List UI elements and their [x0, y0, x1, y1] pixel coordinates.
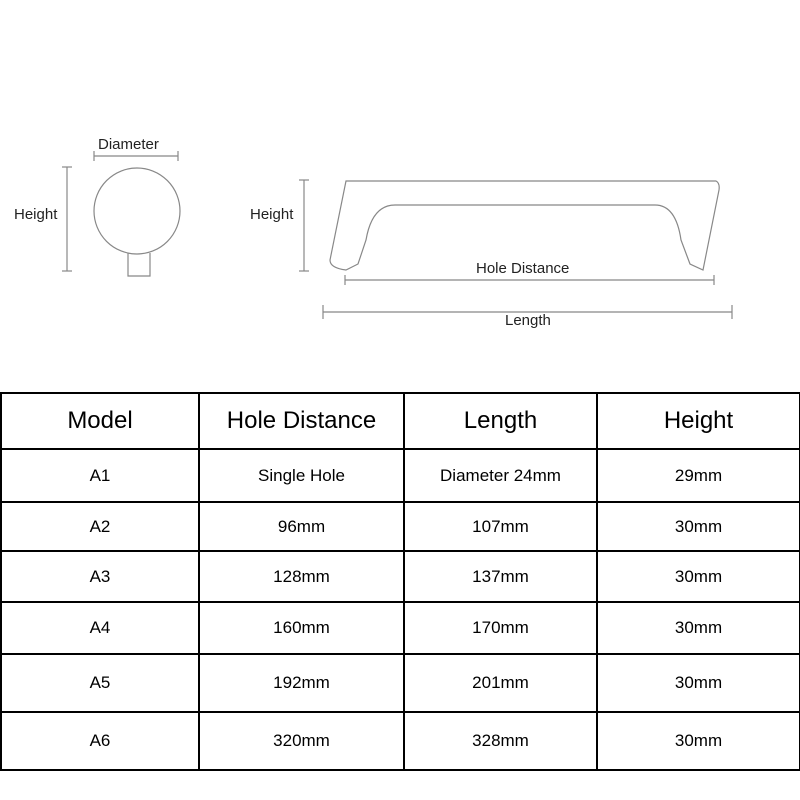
cell-length: 137mm [404, 551, 597, 602]
cell-height: 30mm [597, 712, 800, 770]
cell-hole-distance: 192mm [199, 654, 404, 712]
table-header-row [1, 393, 800, 449]
handle-height-label: Height [250, 206, 294, 223]
cell-height: 29mm [597, 449, 800, 502]
cell-model: A4 [1, 602, 199, 654]
cell-length: 328mm [404, 712, 597, 770]
cell-hole-distance: 128mm [199, 551, 404, 602]
cell-height: 30mm [597, 502, 800, 551]
cell-height: 30mm [597, 654, 800, 712]
table-row [1, 551, 800, 602]
dimension-diagram [0, 0, 800, 360]
header-hole-distance: Hole Distance [199, 393, 404, 449]
knob-diameter-label: Diameter [98, 136, 159, 153]
header-length: Length [404, 393, 597, 449]
cell-model: A3 [1, 551, 199, 602]
cell-length: 107mm [404, 502, 597, 551]
knob-height-label: Height [14, 206, 58, 223]
cell-height: 30mm [597, 551, 800, 602]
table-row [1, 502, 800, 551]
cell-hole-distance: 96mm [199, 502, 404, 551]
header-height: Height [597, 393, 800, 449]
cell-height: 30mm [597, 602, 800, 654]
spec-table [0, 392, 800, 771]
cell-model: A1 [1, 449, 199, 502]
hole-distance-label: Hole Distance [476, 260, 570, 277]
length-label: Length [505, 312, 551, 329]
cell-hole-distance: 160mm [199, 602, 404, 654]
cell-model: A5 [1, 654, 199, 712]
cell-hole-distance: Single Hole [199, 449, 404, 502]
cell-hole-distance: 320mm [199, 712, 404, 770]
table-row [1, 712, 800, 770]
cell-model: A6 [1, 712, 199, 770]
handle-outline [330, 181, 719, 270]
header-model: Model [1, 393, 199, 449]
table-row [1, 654, 800, 712]
knob-outline [94, 168, 180, 254]
dimension-drawing [0, 0, 800, 360]
cell-length: Diameter 24mm [404, 449, 597, 502]
table-row [1, 449, 800, 502]
table-row [1, 602, 800, 654]
knob-stem-outline [128, 253, 150, 276]
cell-length: 201mm [404, 654, 597, 712]
cell-length: 170mm [404, 602, 597, 654]
cell-model: A2 [1, 502, 199, 551]
